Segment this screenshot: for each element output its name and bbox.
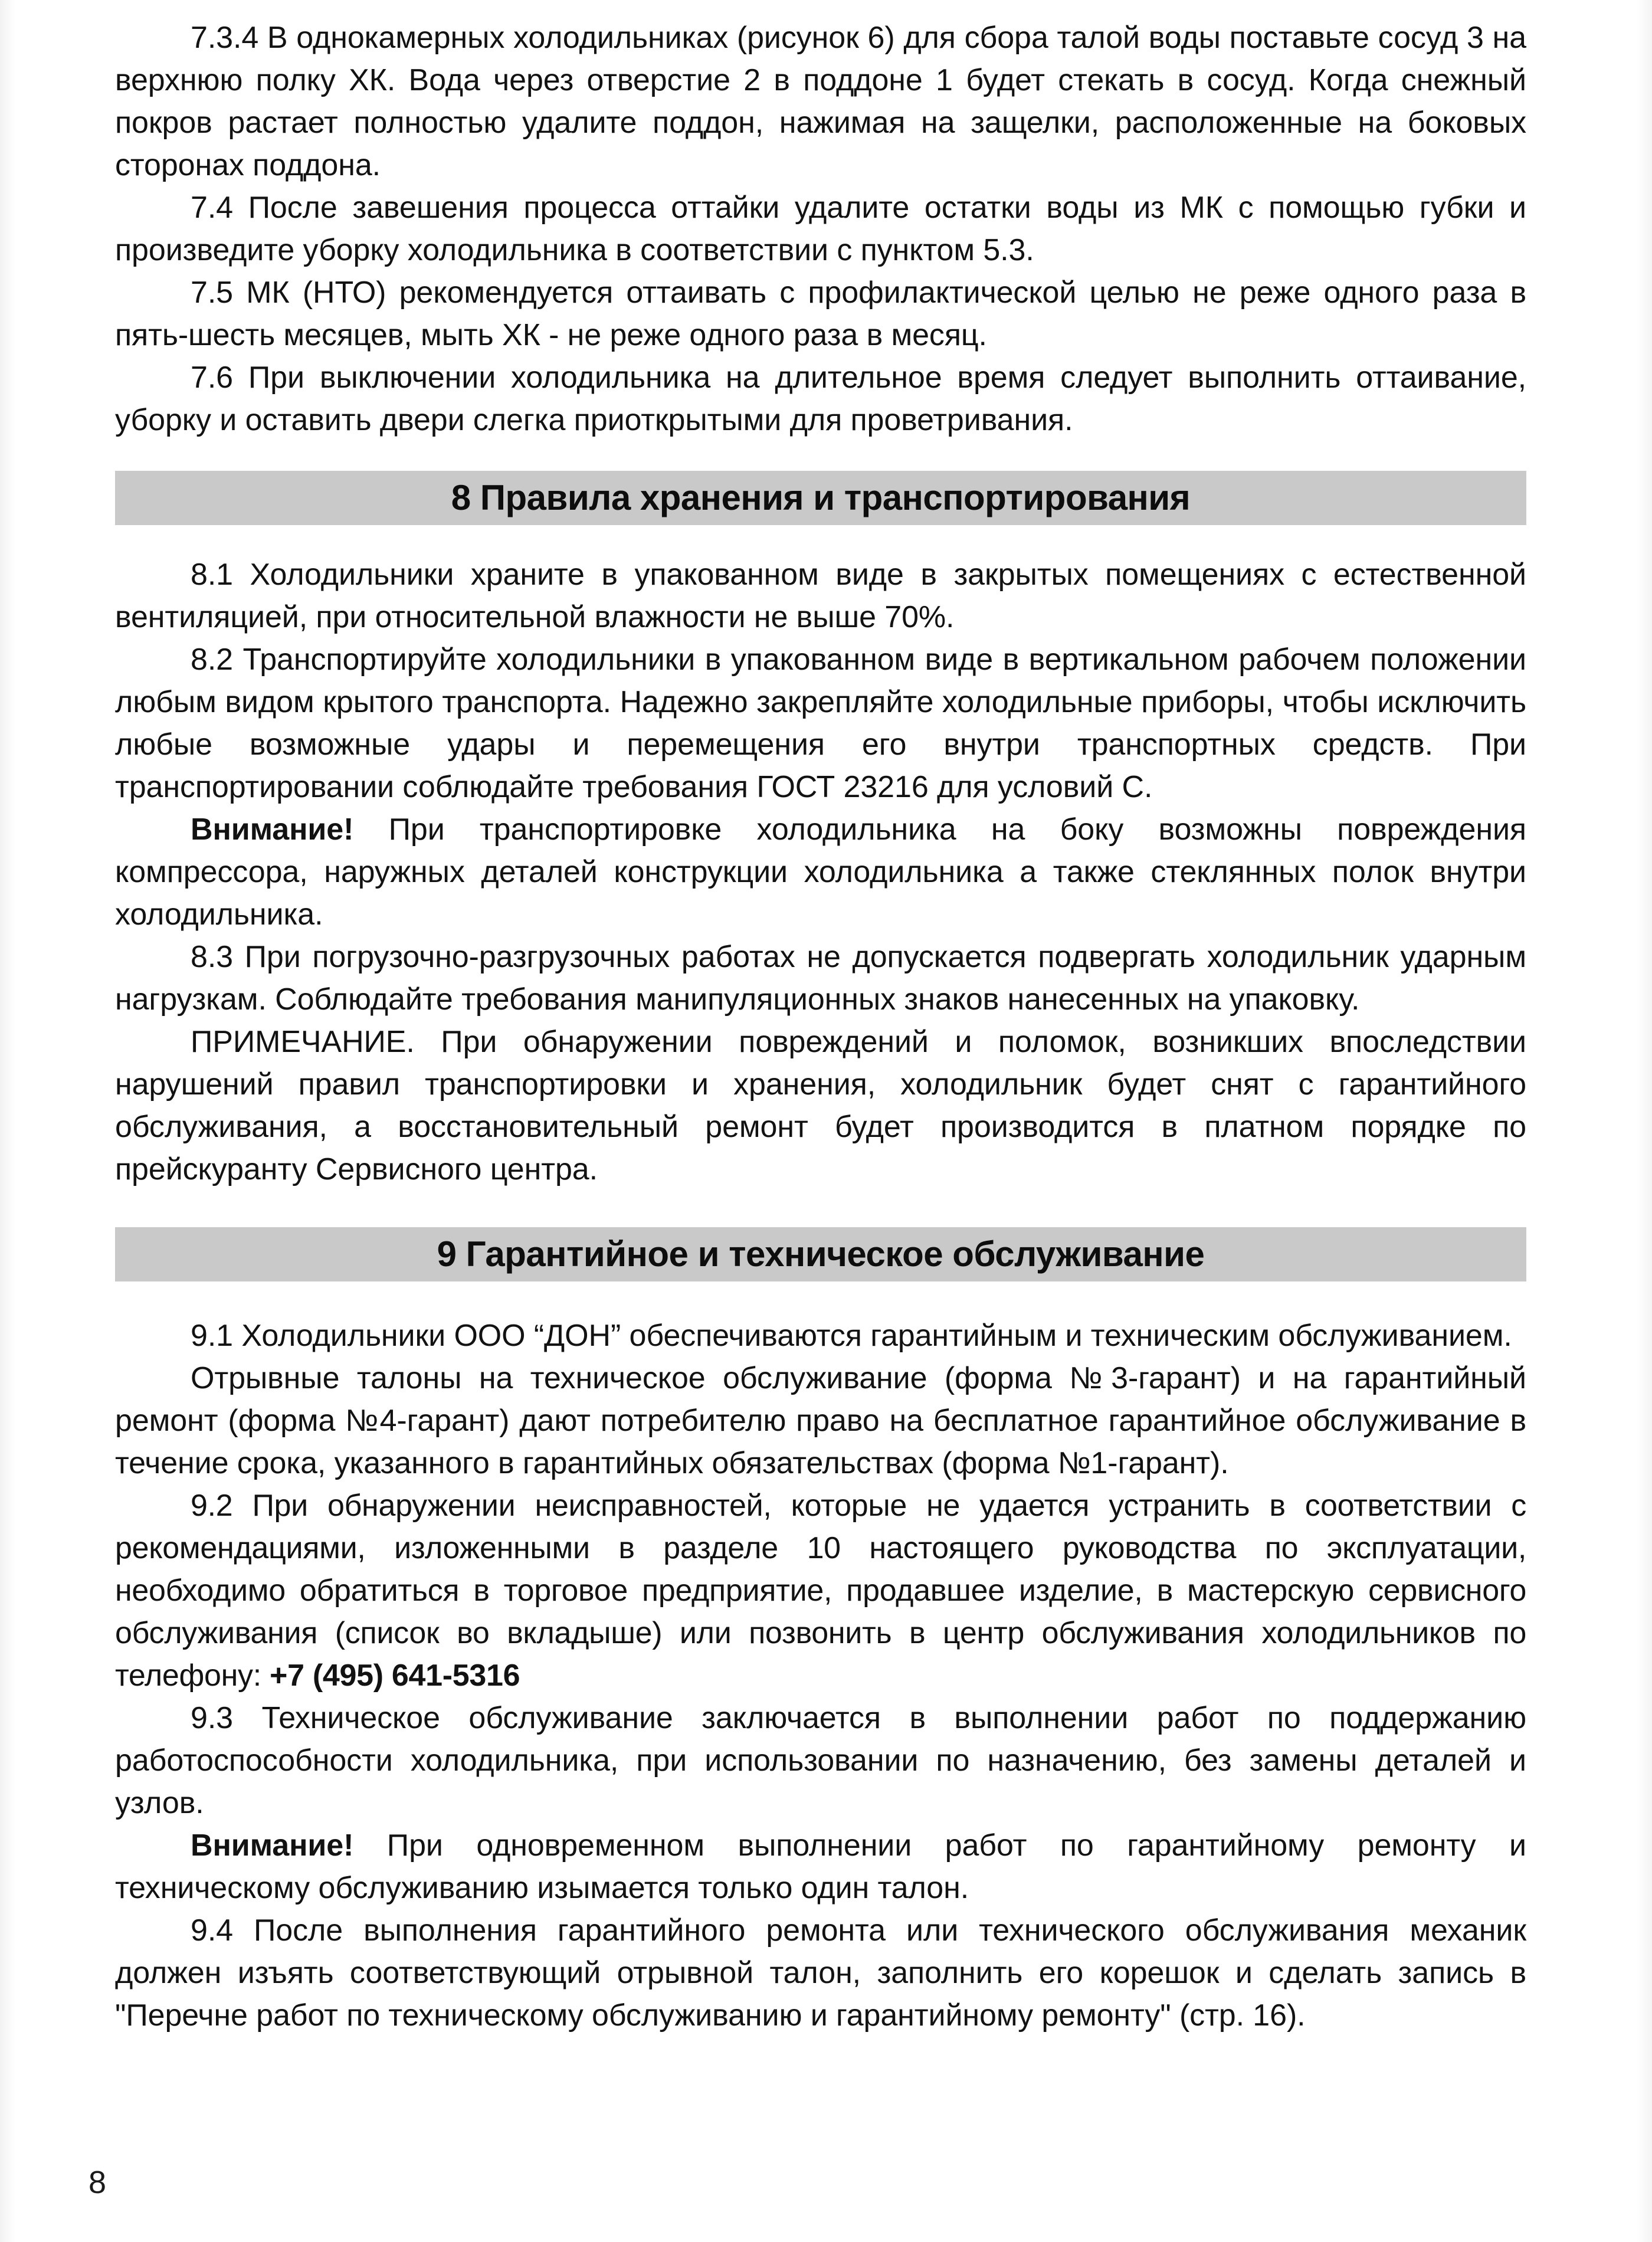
section-8-heading-wrapper <box>115 471 1526 525</box>
paragraph-9-3: 9.3 Техническое обслуживание заключается в выполнении работ по поддержанию работоспособности холодильника, при использовании по назначению, без замены деталей и узлов. <box>115 1701 1526 1820</box>
paragraph-8-2: 8.2 Транспортируйте холодильники в упакованном виде в вертикальном рабочем положении любым видом крытого транспорта. Надежно закрепляйте холодильные приборы, чтобы исключить любые возможные удары и перемещения его внутри транспортных средств. При транспортировании соблюдайте требования ГОСТ 23216 для условий С. <box>115 643 1526 804</box>
paragraph-8-1: 8.1 Холодильники храните в упакованном виде в закрытых помещениях с естественной вентиляцией, при относительной влажности не выше 70%. <box>115 558 1526 634</box>
warning-label-service: Внимание! <box>191 1828 354 1863</box>
paragraph-9-2 <box>115 1484 1526 1697</box>
paragraph-9-1-coupons: Отрывные талоны на техническое обслуживание (форма №3-гарант) и на гарантийный ремонт (форма №4-гарант) дают потребителю право на бесплатное гарантийное обслуживание в течение срока, указанного в гарантийных обязательствах (форма №1-гарант). <box>115 1361 1526 1480</box>
paragraph-7-6: 7.6 При выключении холодильника на длительное время следует выполнить оттаивание, уборку и оставить двери слегка приоткрытыми для проветривания. <box>115 360 1526 437</box>
paragraph-8-3: 8.3 При погрузочно-разгрузочных работах не допускается подвергать холодильник ударным нагрузкам. Соблюдайте требования манипуляционных знаков нанесенных на упаковку. <box>115 940 1526 1017</box>
paragraph-8-warning <box>115 808 1526 936</box>
paragraph-9-warning <box>115 1824 1526 1909</box>
page-content-column <box>115 17 1526 2037</box>
warning-label-transport: Внимание! <box>191 812 354 847</box>
page-right-edge-shading <box>1637 0 1652 2242</box>
page-left-edge-shading <box>0 0 15 2242</box>
service-phone-number: +7 (495) 641-5316 <box>270 1658 520 1693</box>
paragraph-9-4: 9.4 После выполнения гарантийного ремонта или технического обслуживания механик должен изъять соответствующий отрывной талон, заполнить его корешок и сделать запись в "Перечне работ по техническому обслуживанию и гарантийному ремонту" (стр. 16). <box>115 1913 1526 2033</box>
paragraph-9-2-text: 9.2 При обнаружении неисправностей, которые не удается устранить в соответствии с рекомендациями, изложенными в разделе 10 настоящего руководства по эксплуатации, необходимо обратиться в торговое предприятие, продавшее изделие, в мастерскую сервисного обслуживания (список во вкладыше) или позвонить в центр обслуживания холодильников по телефону: <box>115 1489 1526 1693</box>
section-8-heading-band <box>115 471 1526 525</box>
paragraph-7-3-4: 7.3.4 В однокамерных холодильниках (рисунок 6) для сбора талой воды поставьте сосуд 3 на верхнюю полку ХК. Вода через отверстие 2 в поддоне 1 будет стекать в сосуд. Когда снежный покров растает полностью удалите поддон, нажимая на защелки, расположенные на боковых сторонах поддона. <box>115 21 1526 182</box>
paragraph-8-note: ПРИМЕЧАНИЕ. При обнаружении повреждений и поломок, возникших впоследствии нарушений правил транспортировки и хранения, холодильник будет снят с гарантийного обслуживания, а восстановительный ремонт будет производится в платном порядке по прейскуранту Сервисного центра. <box>115 1025 1526 1186</box>
section-8-heading-text: 8 Правила хранения и транспортирования <box>451 478 1191 517</box>
paragraph-7-4: 7.4 После завешения процесса оттайки удалите остатки воды из МК с помощью губки и произведите уборку холодильника в соответствии с пунктом 5.3. <box>115 191 1526 267</box>
warning-text-service: При одновременном выполнении работ по гарантийному ремонту и техническому обслуживанию изымается только один талон. <box>115 1828 1526 1905</box>
paragraph-7-5: 7.5 МК (НТО) рекомендуется оттаивать с профилактической целью не реже одного раза в пять-шесть месяцев, мыть ХК - не реже одного раза в месяц. <box>115 276 1526 352</box>
section-9-heading-text: 9 Гарантийное и техническое обслуживание <box>437 1234 1205 1274</box>
section-9-heading-wrapper <box>115 1227 1526 1281</box>
section-9-heading-band <box>115 1227 1526 1281</box>
page-number: 8 <box>88 2165 107 2200</box>
paragraph-9-1: 9.1 Холодильники ООО “ДОН” обеспечиваются гарантийным и техническим обслуживанием. <box>191 1319 1512 1353</box>
warning-text-transport: При транспортировке холодильника на боку возможны повреждения компрессора, наружных деталей конструкции холодильника а также стеклянных полок внутри холодильника. <box>115 812 1526 932</box>
